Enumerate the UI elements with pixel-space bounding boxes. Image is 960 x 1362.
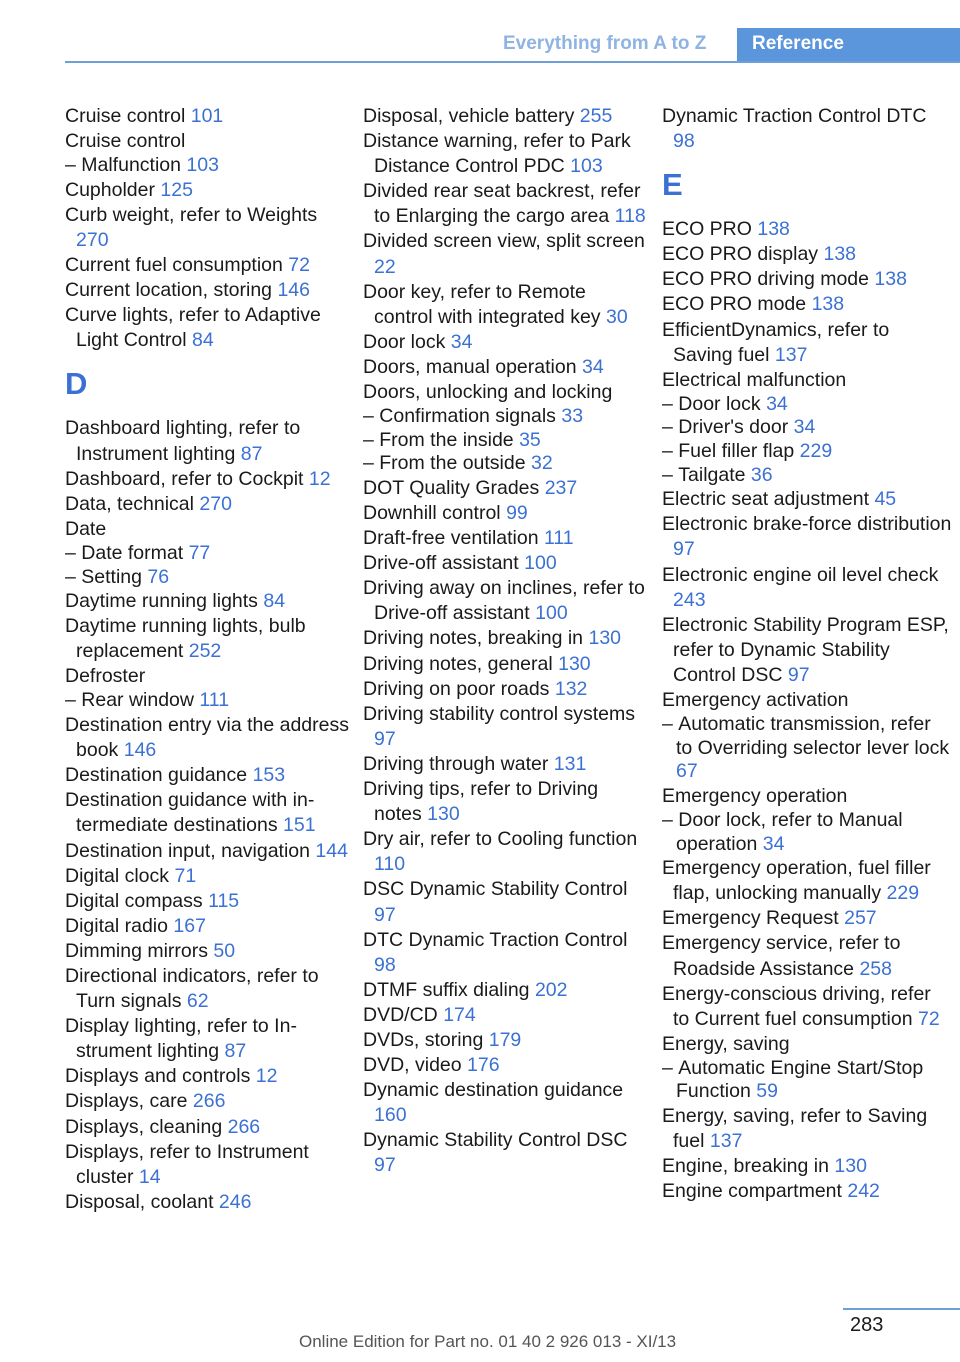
- index-entry: [65, 614, 350, 664]
- entry-text: Displays, cleaning: [65, 1115, 223, 1138]
- index-entry: [65, 839, 350, 864]
- page-link[interactable]: 99: [506, 502, 528, 524]
- index-entry: [662, 487, 952, 512]
- page-link[interactable]: 59: [756, 1080, 778, 1103]
- entry-text: Disposal, vehicle battery: [363, 105, 575, 127]
- index-entry: [363, 129, 648, 179]
- entry-text: Digital radio: [65, 914, 168, 937]
- page-link[interactable]: 71: [174, 864, 197, 887]
- index-entry: [65, 713, 350, 763]
- page-link[interactable]: 34: [450, 330, 473, 353]
- entry-text: Fuel filler flap: [678, 440, 795, 463]
- entry-text: Dashboard lighting, refer to Instrument lighting: [65, 417, 301, 465]
- page-link[interactable]: 111: [199, 689, 230, 712]
- page-link[interactable]: 33: [561, 405, 584, 428]
- page-link[interactable]: 243: [673, 588, 706, 611]
- index-column-1: [65, 104, 350, 1215]
- entry-text: Displays and controls: [65, 1065, 251, 1088]
- page-link[interactable]: 270: [76, 228, 109, 251]
- page-link[interactable]: 125: [160, 178, 193, 201]
- entry-text: Draft-free ventilation: [363, 527, 539, 550]
- page-link[interactable]: 160: [374, 1104, 407, 1127]
- entry-text: Emergency activation: [662, 688, 849, 711]
- entry-text: DVD/CD: [363, 1003, 438, 1026]
- page-link[interactable]: 35: [519, 428, 541, 451]
- index-entry: [662, 217, 952, 242]
- page-link[interactable]: 30: [605, 305, 628, 328]
- index-entry: [363, 229, 648, 279]
- index-entry: [65, 492, 350, 517]
- index-entry: [363, 355, 648, 380]
- entry-text: Electronic Stability Program ESP, refer to Dynamic Stability Control DSC: [662, 613, 949, 686]
- entry-text: Engine, breaking in: [662, 1155, 829, 1178]
- page-link[interactable]: 62: [186, 990, 209, 1013]
- index-entry: [662, 688, 952, 713]
- page-link[interactable]: 97: [787, 663, 810, 686]
- index-entry: [363, 380, 648, 405]
- entry-text: Cupholder: [65, 178, 155, 201]
- page-link[interactable]: 22: [374, 255, 396, 278]
- entry-text: ECO PRO mode: [662, 293, 807, 316]
- page-link[interactable]: 266: [227, 1115, 261, 1138]
- entry-text: Destination guidance: [65, 764, 248, 787]
- index-entry: [363, 1003, 648, 1028]
- page-link[interactable]: 103: [186, 154, 219, 177]
- page-link[interactable]: 32: [531, 452, 553, 475]
- index-entry: [65, 664, 350, 689]
- index-entry: [662, 512, 952, 562]
- page-link[interactable]: 34: [793, 416, 816, 439]
- entry-text: Destination input, navigation: [65, 839, 310, 862]
- entry-text: Destination entry via the address book: [65, 714, 349, 762]
- page-link[interactable]: 138: [811, 293, 845, 316]
- footer-divider: [843, 1308, 960, 1310]
- index-entry: [65, 1064, 350, 1089]
- index-entry: [662, 1154, 952, 1179]
- entry-text: Door lock: [363, 330, 446, 353]
- entry-text: Digital compass: [65, 889, 203, 912]
- entry-text: Emergency operation, fuel filler flap, unlocking manually: [662, 857, 931, 905]
- entry-text: From the outside: [379, 452, 526, 475]
- index-entry: [65, 914, 350, 939]
- index-entry: [65, 589, 350, 614]
- index-entry: [65, 763, 350, 788]
- entry-text: Engine compartment: [662, 1180, 842, 1203]
- index-entry: [65, 104, 350, 129]
- index-entry: [662, 1104, 952, 1154]
- page-link[interactable]: 270: [199, 492, 232, 515]
- entry-text: Electronic brake-force distribution: [662, 513, 952, 536]
- entry-text: DSC Dynamic Stability Control: [363, 878, 628, 901]
- index-entry: [65, 129, 350, 154]
- index-subentry: [65, 542, 350, 566]
- entry-text: Dimming mirrors: [65, 939, 208, 962]
- entry-text: Electric seat adjustment: [662, 488, 870, 511]
- index-entry: [363, 330, 648, 355]
- entry-text: Energy, saving: [662, 1032, 790, 1055]
- page-link[interactable]: 101: [190, 105, 224, 127]
- page-link[interactable]: 84: [192, 329, 214, 352]
- page-link[interactable]: 87: [224, 1040, 247, 1063]
- entry-text: Rear window: [81, 689, 194, 712]
- entry-text: Defroster: [65, 665, 146, 688]
- entry-text: Dry air, refer to Cooling function: [363, 828, 638, 851]
- index-entry: [65, 253, 350, 278]
- entry-text: Date format: [81, 541, 184, 564]
- entry-text: Daytime running lights: [65, 590, 258, 613]
- index-entry: [662, 292, 952, 317]
- page-link[interactable]: 36: [750, 463, 773, 486]
- entry-text: Driving notes, breaking in: [363, 627, 584, 650]
- page-link[interactable]: 77: [188, 541, 211, 564]
- page-link[interactable]: 146: [123, 739, 157, 762]
- index-entry: [662, 931, 952, 981]
- entry-text: Drive-off assistant: [363, 552, 519, 575]
- index-subentry: [363, 452, 648, 476]
- entry-text: Emergency operation: [662, 784, 848, 807]
- entry-text: Current location, storing: [65, 279, 273, 302]
- entry-text: Setting: [81, 565, 142, 588]
- entry-text: Door key, refer to Remote control with integrated key: [363, 280, 601, 328]
- page-link[interactable]: 137: [709, 1130, 743, 1153]
- index-entry: [662, 856, 952, 906]
- index-entry: [65, 278, 350, 303]
- page-link[interactable]: 110: [374, 853, 406, 876]
- index-entry: [363, 752, 648, 777]
- index-entry: [363, 1128, 648, 1178]
- page-link[interactable]: 242: [847, 1180, 880, 1203]
- index-entry: [363, 877, 648, 927]
- entry-text: Cruise control: [65, 105, 186, 127]
- page-link[interactable]: 98: [673, 130, 695, 153]
- index-subentry: [662, 809, 952, 856]
- index-entry: [363, 179, 648, 229]
- index-entry: [65, 1089, 350, 1114]
- page-link[interactable]: 255: [579, 105, 613, 127]
- entry-text: Divided rear seat backrest, refer to Enlarging the cargo area: [363, 180, 641, 228]
- index-entry: [363, 1078, 648, 1128]
- page-link[interactable]: 144: [315, 839, 348, 862]
- page-link[interactable]: 87: [240, 442, 263, 465]
- entry-text: Dynamic destination guidance: [363, 1079, 624, 1102]
- tab-reference: Reference: [737, 28, 960, 61]
- page-link[interactable]: 97: [374, 903, 396, 926]
- entry-text: ECO PRO display: [662, 243, 819, 266]
- entry-text: Directional indicators, refer to Turn signals: [65, 965, 319, 1013]
- index-entry: [363, 1028, 648, 1053]
- index-subentry: [363, 429, 648, 453]
- page-link[interactable]: 34: [762, 832, 785, 855]
- page-link[interactable]: 100: [524, 552, 557, 575]
- page-link[interactable]: 167: [173, 914, 206, 937]
- entry-text: Driving away on inclines, refer to Drive-off assistant: [363, 577, 645, 625]
- index-entry: [65, 1140, 350, 1190]
- entry-text: DVD, video: [363, 1054, 462, 1077]
- page-link[interactable]: 97: [374, 727, 396, 750]
- entry-text: Dashboard, refer to Cockpit: [65, 467, 304, 490]
- page-link[interactable]: 12: [308, 467, 331, 490]
- entry-text: Doors, manual operation: [363, 355, 577, 378]
- entry-text: ECO PRO: [662, 218, 752, 241]
- index-entry: [662, 613, 952, 688]
- entry-text: Daytime running lights, bulb replacement: [65, 615, 306, 663]
- page-link[interactable]: 252: [188, 640, 222, 663]
- index-entry: [65, 1190, 350, 1215]
- entry-text: Destination guidance with intermediate destinations: [65, 789, 315, 837]
- entry-text: EfficientDynamics, refer to Saving fuel: [662, 318, 890, 366]
- index-entry: [363, 280, 648, 330]
- page-link[interactable]: 118: [614, 205, 646, 228]
- entry-text: Downhill control: [363, 502, 501, 524]
- page-link[interactable]: 257: [844, 907, 877, 930]
- index-entry: [363, 827, 648, 877]
- entry-text: DTMF suffix dialing: [363, 978, 530, 1001]
- entry-text: Door lock: [678, 392, 761, 415]
- entry-text: Dynamic Stability Control DSC: [363, 1129, 628, 1152]
- page-link[interactable]: 246: [218, 1190, 252, 1213]
- page-link[interactable]: 138: [874, 268, 907, 291]
- index-entry: [363, 501, 648, 526]
- page-link[interactable]: 34: [581, 355, 604, 378]
- index-entry: [662, 368, 952, 393]
- page-link[interactable]: 179: [488, 1028, 522, 1051]
- page-number: 283: [850, 1314, 884, 1336]
- page-link[interactable]: 229: [799, 440, 833, 463]
- page-link[interactable]: 176: [467, 1054, 500, 1077]
- index-entry: [363, 626, 648, 651]
- index-subentry: [662, 713, 952, 784]
- page-link[interactable]: 34: [766, 392, 788, 415]
- index-subentry: [662, 440, 952, 464]
- index-subentry: [662, 464, 952, 488]
- page-link[interactable]: 50: [213, 939, 236, 962]
- page-link[interactable]: 84: [263, 590, 286, 613]
- entry-text: Divided screen view, split screen: [363, 230, 645, 253]
- index-subentry: [65, 154, 350, 178]
- section-title: Everything from A to Z: [503, 33, 707, 54]
- entry-text: Dynamic Traction Control DTC: [662, 105, 927, 127]
- page-link[interactable]: 115: [208, 889, 240, 912]
- index-column-3: [662, 104, 952, 1204]
- entry-text: DOT Quality Grades: [363, 476, 540, 499]
- page-link[interactable]: 131: [553, 752, 587, 775]
- index-entry: [65, 939, 350, 964]
- page-link[interactable]: 111: [544, 527, 574, 550]
- index-entry: [363, 777, 648, 827]
- index-entry: [363, 551, 648, 576]
- entry-text: Driving through water: [363, 752, 549, 775]
- index-entry: [65, 178, 350, 203]
- index-entry: [662, 906, 952, 931]
- page-link[interactable]: 130: [558, 652, 591, 675]
- entry-text: Automatic Engine Start/​Stop Function: [676, 1056, 924, 1103]
- entry-text: Electronic engine oil level check: [662, 563, 939, 586]
- index-letter-heading: E: [662, 167, 683, 203]
- page-link[interactable]: 14: [138, 1165, 161, 1188]
- page-link[interactable]: 132: [554, 677, 588, 700]
- index-entry: [363, 576, 648, 626]
- page-link[interactable]: 130: [588, 627, 622, 650]
- index-subentry: [65, 689, 350, 713]
- entry-text: Electrical malfunction: [662, 368, 847, 391]
- entry-text: Data, technical: [65, 492, 194, 515]
- entry-text: Displays, care: [65, 1090, 188, 1113]
- page-link[interactable]: 258: [859, 957, 892, 980]
- entry-text: Date: [65, 517, 107, 540]
- entry-text: Driver's door: [678, 416, 789, 439]
- page-link[interactable]: 130: [427, 803, 460, 826]
- page-link[interactable]: 98: [374, 953, 396, 976]
- index-entry: [662, 982, 952, 1032]
- entry-text: Doors, unlocking and locking: [363, 381, 613, 404]
- entry-text: Driving on poor roads: [363, 677, 550, 700]
- entry-text: Curb weight, refer to Weights: [65, 203, 318, 226]
- index-entry: [662, 242, 952, 267]
- page-link[interactable]: 174: [443, 1003, 476, 1026]
- page-link[interactable]: 146: [277, 279, 310, 302]
- index-entry: [65, 303, 350, 353]
- index-entry: [65, 416, 350, 466]
- page-link[interactable]: 138: [823, 243, 857, 266]
- index-entry: [65, 203, 350, 253]
- index-entry: [65, 889, 350, 914]
- entry-text: Door lock, refer to Manual operation: [676, 808, 903, 855]
- index-entry: [363, 476, 648, 501]
- index-subentry: [662, 1057, 952, 1104]
- index-column-2: [363, 104, 648, 1179]
- entry-text: DTC Dynamic Traction Control: [363, 928, 628, 951]
- page-link[interactable]: 103: [570, 155, 603, 178]
- index-entry: [662, 104, 952, 154]
- index-entry: [662, 267, 952, 292]
- entry-text: Disposal, coolant: [65, 1190, 214, 1213]
- index-letter-heading: D: [65, 366, 88, 402]
- index-entry: [363, 1053, 648, 1078]
- entry-text: Emergency service, refer to Roadside Assistance: [662, 932, 901, 980]
- index-entry: [363, 526, 648, 551]
- index-entry: [65, 517, 350, 542]
- page-link[interactable]: 97: [374, 1154, 396, 1177]
- index-subentry: [363, 405, 648, 429]
- index-entry: [363, 104, 648, 129]
- entry-text: Confirmation signals: [379, 405, 556, 428]
- page-link[interactable]: 202: [534, 978, 568, 1001]
- entry-text: ECO PRO driving mode: [662, 268, 869, 291]
- entry-text: Driving tips, refer to Driving notes: [363, 778, 599, 826]
- page-link[interactable]: 12: [255, 1065, 278, 1088]
- index-entry: [363, 928, 648, 978]
- page-link[interactable]: 237: [544, 476, 578, 499]
- entry-text: DVDs, storing: [363, 1028, 484, 1051]
- index-entry: [662, 318, 952, 368]
- entry-text: Cruise control: [65, 130, 186, 153]
- page-link[interactable]: 138: [757, 218, 790, 241]
- entry-text: Digital clock: [65, 864, 170, 887]
- page-link[interactable]: 45: [874, 488, 897, 511]
- index-subentry: [65, 566, 350, 590]
- index-entry: [65, 1115, 350, 1140]
- index-entry: [65, 1014, 350, 1064]
- index-entry: [65, 864, 350, 889]
- page-link[interactable]: 229: [886, 882, 920, 905]
- entry-text: Curve lights, refer to Adaptive Light Control: [65, 304, 321, 352]
- entry-text: Current fuel consumption: [65, 254, 283, 277]
- page-link[interactable]: 67: [676, 760, 698, 783]
- edition-footer: Online Edition for Part no. 01 40 2 926 013 - XI/13: [299, 1332, 677, 1351]
- page-link[interactable]: 76: [147, 565, 170, 588]
- entry-text: Emergency Request: [662, 907, 839, 930]
- entry-text: Tailgate: [678, 463, 746, 486]
- index-entry: [363, 702, 648, 752]
- page-link[interactable]: 130: [834, 1155, 867, 1178]
- index-subentry: [662, 393, 952, 417]
- index-entry: [662, 563, 952, 613]
- index-subentry: [662, 416, 952, 440]
- entry-text: Automatic transmission, refer to Overriding selector lever lock: [676, 713, 950, 759]
- page-link[interactable]: 97: [673, 538, 695, 561]
- entry-text: Driving notes, general: [363, 652, 553, 675]
- index-entry: [363, 978, 648, 1003]
- index-entry: [662, 1179, 952, 1204]
- entry-text: Energy-conscious driving, refer to Current fuel consumption: [662, 982, 931, 1030]
- index-entry: [65, 467, 350, 492]
- entry-text: Malfunction: [81, 154, 181, 177]
- page-link[interactable]: 137: [774, 343, 808, 366]
- entry-text: Displays, refer to Instrument cluster: [65, 1140, 309, 1188]
- page-link[interactable]: 72: [288, 254, 310, 277]
- entry-text: From the inside: [379, 428, 514, 451]
- page-link[interactable]: 151: [283, 814, 316, 837]
- entry-text: Distance warning, refer to Park Distance Control PDC: [363, 130, 631, 178]
- entry-text: Energy, saving, refer to Saving fuel: [662, 1105, 928, 1153]
- index-entry: [363, 652, 648, 677]
- entry-text: Display lighting, refer to Instrument lighting: [65, 1015, 297, 1063]
- page-link[interactable]: 100: [535, 602, 568, 625]
- index-entry: [662, 1032, 952, 1057]
- index-entry: [363, 677, 648, 702]
- entry-text: Driving stability control systems: [363, 702, 635, 725]
- page-link[interactable]: 153: [252, 764, 286, 787]
- index-entry: [65, 964, 350, 1014]
- index-entry: [65, 788, 350, 838]
- page-link[interactable]: 266: [192, 1090, 226, 1113]
- page-link[interactable]: 72: [917, 1007, 940, 1030]
- index-entry: [662, 784, 952, 809]
